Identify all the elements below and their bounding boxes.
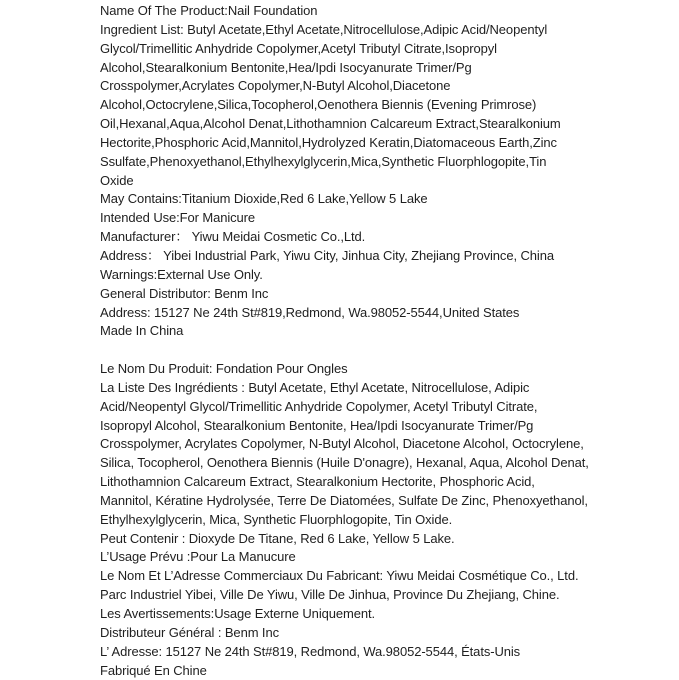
ingredient-list-line: Ssulfate,Phenoxyethanol,Ethylhexylglycerin,Mica,Synthetic Fluorphlogopite,Tin: [100, 153, 547, 169]
distributor-line-fr: Distributeur Général : Benm Inc: [100, 624, 279, 640]
may-contains-line: May Contains:Titanium Dioxide,Red 6 Lake,Yellow 5 Lake: [100, 191, 428, 207]
ingredient-list-line: Glycol/Trimellitic Anhydride Copolymer,Acetyl Tributyl Citrate,Isopropyl: [100, 40, 497, 56]
made-in-line: Made In China: [100, 323, 184, 339]
ingredient-list-line: Alcohol,Stearalkonium Bentonite,Hea/Ipdi Isocyanurate Trimer/Pg: [100, 59, 472, 75]
ingredient-list-line: Oil,Hexanal,Aqua,Alcohol Denat,Lithothamnion Calcareum Extract,Stearalkonium: [100, 116, 561, 132]
manufacturer-line-fr: Le Nom Et L’Adresse Commerciaux Du Fabricant: Yiwu Meidai Cosmétique Co., Ltd.: [100, 568, 579, 584]
made-in-line-fr: Fabriqué En Chine: [100, 662, 207, 678]
product-name-line-fr: Le Nom Du Produit: Fondation Pour Ongles: [100, 361, 348, 377]
warnings-line-fr: Les Avertissements:Usage Externe Uniquement.: [100, 606, 376, 621]
ingredient-list-line: Crosspolymer,Acrylates Copolymer,N-Butyl Alcohol,Diacetone: [100, 78, 451, 94]
ingredient-list-line-fr: Ethylhexylglycerin, Mica, Synthetic Fluorphlogopite, Tin Oxide.: [100, 511, 453, 527]
ingredient-list-line-fr: La Liste Des Ingrédients : Butyl Acetate, Ethyl Acetate, Nitrocellulose, Adipic: [100, 379, 530, 395]
distributor-address-line: Address: 15127 Ne 24th St#819,Redmond, Wa.98052-5544,United States: [100, 304, 520, 320]
ingredient-list-line-fr: Acid/Neopentyl Glycol/Trimellitic Anhydride Copolymer, Acetyl Tributyl Citrate,: [100, 398, 538, 414]
intended-use-line-fr: L’Usage Prévu :Pour La Manucure: [100, 549, 296, 565]
ingredient-list-line: Oxide: [100, 172, 134, 188]
distributor-line: General Distributor: Benm Inc: [100, 285, 269, 301]
ingredient-list-line-fr: Isopropyl Alcohol, Stearalkonium Bentonite, Hea/Ipdi Isocyanurate Trimer/Pg: [100, 417, 534, 433]
ingredient-list-line: Alcohol,Octocrylene,Silica,Tocopherol,Oenothera Biennis (Evening Primrose): [100, 97, 537, 113]
english-label-section: [100, 2, 659, 341]
product-name-line: Name Of The Product:Nail Foundation: [100, 3, 318, 18]
manufacturer-address-line: Address： Yibei Industrial Park, Yiwu City, Jinhua City, Zhejiang Province, China: [100, 247, 554, 263]
distributor-address-line-fr: L’ Adresse: 15127 Ne 24th St#819, Redmond, Wa.98052-5544, États-Unis: [100, 643, 521, 659]
warnings-line: Warnings:External Use Only.: [100, 266, 263, 282]
manufacturer-line: Manufacturer： Yiwu Meidai Cosmetic Co.,Ltd.: [100, 229, 366, 245]
may-contains-line-fr: Peut Contenir : Dioxyde De Titane, Red 6 Lake, Yellow 5 Lake.: [100, 530, 455, 546]
french-label-section: [100, 360, 659, 680]
intended-use-line: Intended Use:For Manicure: [100, 210, 256, 226]
ingredient-list-line: Hectorite,Phosphoric Acid,Mannitol,Hydrolyzed Keratin,Diatomaceous Earth,Zinc: [100, 134, 557, 150]
ingredient-list-line-fr: Mannitol, Kératine Hydrolysée, Terre De Diatomées, Sulfate De Zinc, Phenoxyethanol,: [100, 492, 588, 508]
ingredient-list-line-fr: Crosspolymer, Acrylates Copolymer, N-Butyl Alcohol, Diacetone Alcohol, Octocrylene,: [100, 436, 584, 452]
ingredient-list-line-fr: Lithothamnion Calcareum Extract, Stearalkonium Hectorite, Phosphoric Acid,: [100, 474, 535, 490]
ingredient-list-line: Ingredient List: Butyl Acetate,Ethyl Acetate,Nitrocellulose,Adipic Acid/Neopentyl: [100, 21, 548, 37]
manufacturer-address-line-fr: Parc Industriel Yibei, Ville De Yiwu, Ville De Jinhua, Province Du Zhejiang, Chine.: [100, 587, 560, 603]
ingredient-list-line-fr: Silica, Tocopherol, Oenothera Biennis (Huile D'onagre), Hexanal, Aqua, Alcohol Denat,: [100, 455, 589, 471]
